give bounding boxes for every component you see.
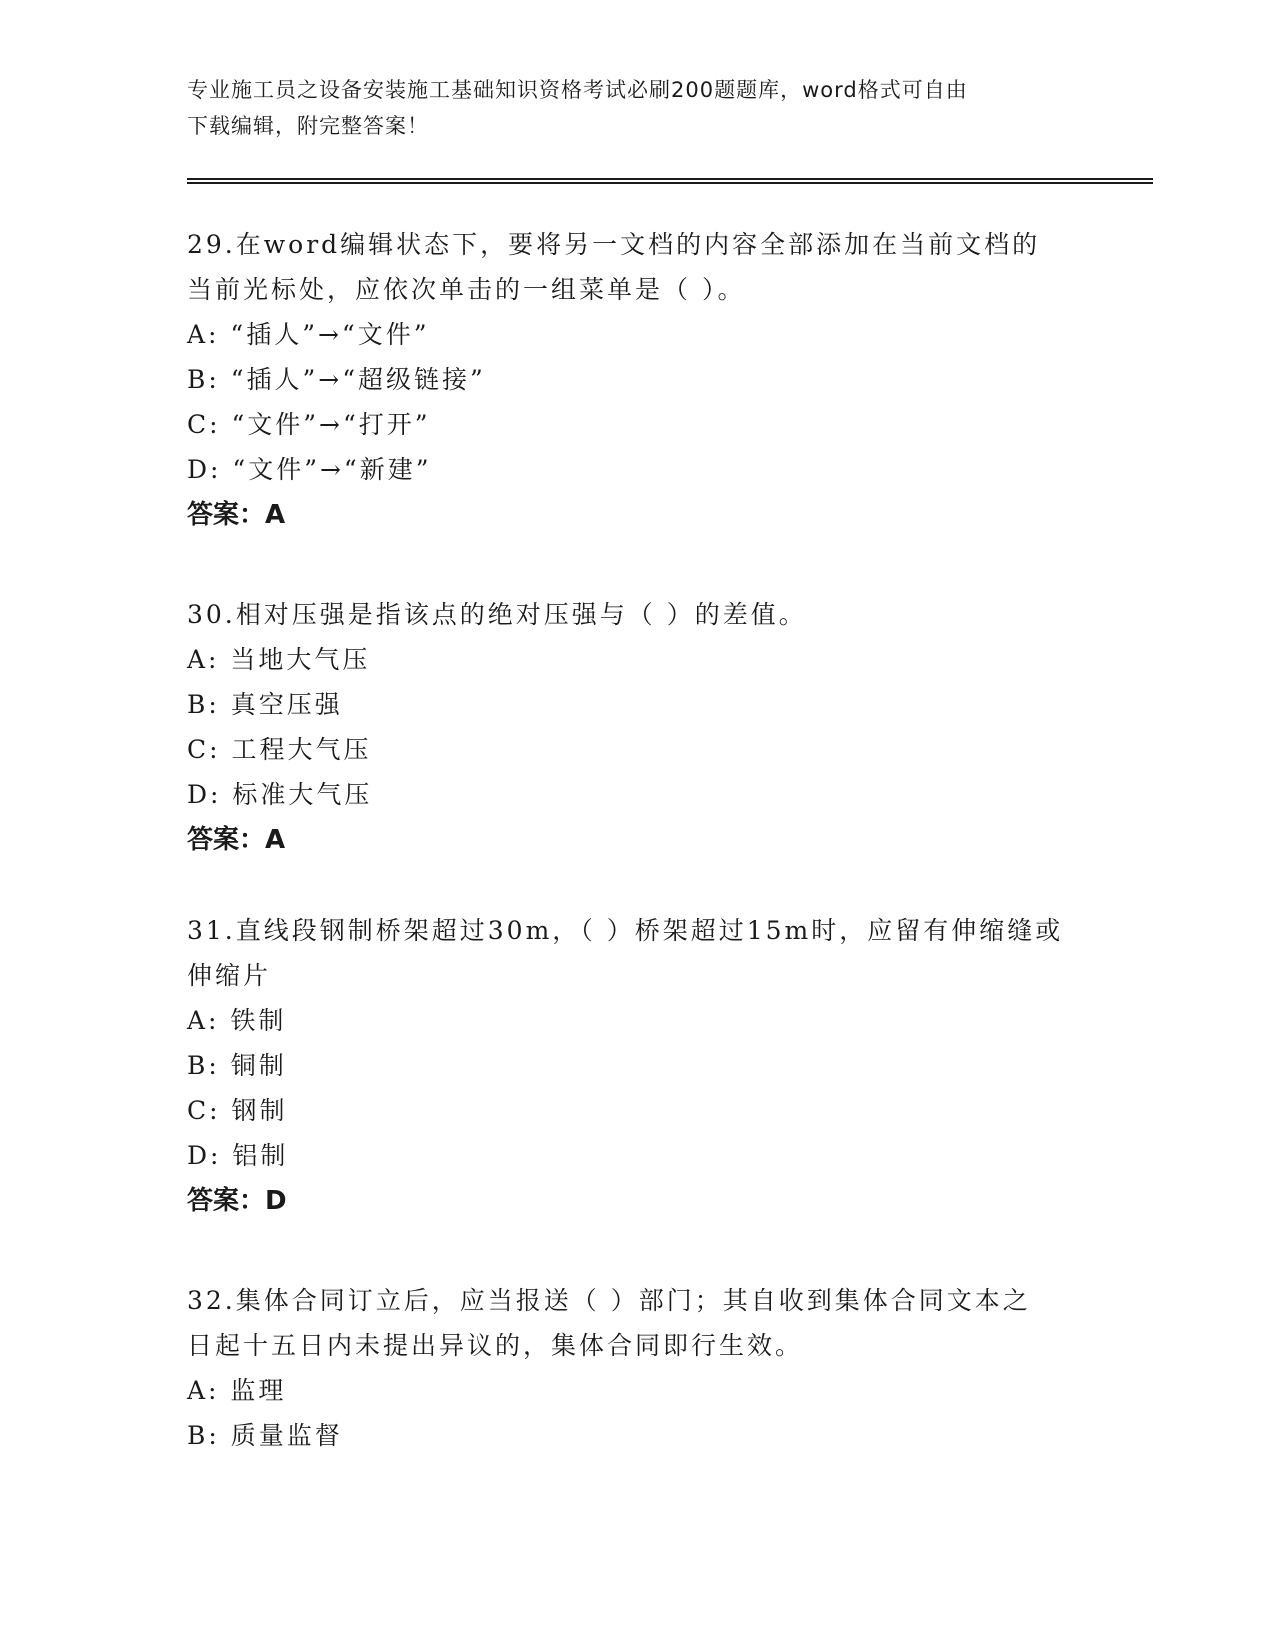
question-stem-line-1: 30.相对压强是指该点的绝对压强与（ ）的差值。	[187, 600, 807, 629]
option-a: A: “插人”→“文件”	[187, 320, 430, 349]
option-d: D: 铝制	[187, 1141, 289, 1170]
option-d: D: “文件”→“新建”	[187, 455, 432, 484]
answer-label: 答案：	[187, 825, 266, 855]
question-stem-line-1: 29.在word编辑状态下，要将另一文档的内容全部添加在当前文档的	[187, 230, 1041, 259]
option-c: C: “文件”→“打开”	[187, 410, 431, 439]
question-30	[187, 592, 1087, 863]
option-b: B: 质量监督	[187, 1421, 343, 1450]
document-header	[187, 72, 1087, 144]
answer-label: 答案：	[187, 1186, 266, 1216]
question-stem-line-1: 31.直线段钢制桥架超过30m，（ ）桥架超过15m时，应留有伸缩缝或	[187, 916, 1064, 945]
option-c: C: 工程大气压	[187, 735, 372, 764]
header-double-rule	[187, 178, 1153, 184]
option-a: A: 监理	[187, 1376, 287, 1405]
option-c: C: 钢制	[187, 1096, 288, 1125]
answer-line	[187, 817, 1087, 863]
question-stem-line-1: 32.集体合同订立后，应当报送（ ）部门；其自收到集体合同文本之	[187, 1286, 1031, 1315]
option-a: A: 当地大气压	[187, 645, 371, 674]
question-31	[187, 908, 1087, 1224]
question-stem-line-2: 伸缩片	[187, 961, 272, 990]
answer-value: A	[265, 500, 286, 530]
answer-line	[187, 492, 1087, 538]
question-stem-line-2: 当前光标处，应依次单击的一组菜单是（ ）。	[187, 275, 746, 304]
answer-value: A	[265, 825, 286, 855]
option-b: B: 铜制	[187, 1051, 287, 1080]
question-stem-line-2: 日起十五日内未提出异议的，集体合同即行生效。	[187, 1331, 804, 1360]
header-title-line-2: 下载编辑，附完整答案！	[187, 114, 429, 138]
option-d: D: 标准大气压	[187, 780, 373, 809]
answer-line	[187, 1178, 1087, 1224]
option-b: B: “插人”→“超级链接”	[187, 365, 486, 394]
question-29	[187, 222, 1087, 538]
option-a: A: 铁制	[187, 1006, 287, 1035]
question-32	[187, 1278, 1087, 1458]
option-b: B: 真空压强	[187, 690, 343, 719]
answer-label: 答案：	[187, 500, 266, 530]
answer-value: D	[265, 1186, 287, 1216]
header-title-line-1: 专业施工员之设备安装施工基础知识资格考试必刷200题题库，word格式可自由	[187, 78, 968, 102]
